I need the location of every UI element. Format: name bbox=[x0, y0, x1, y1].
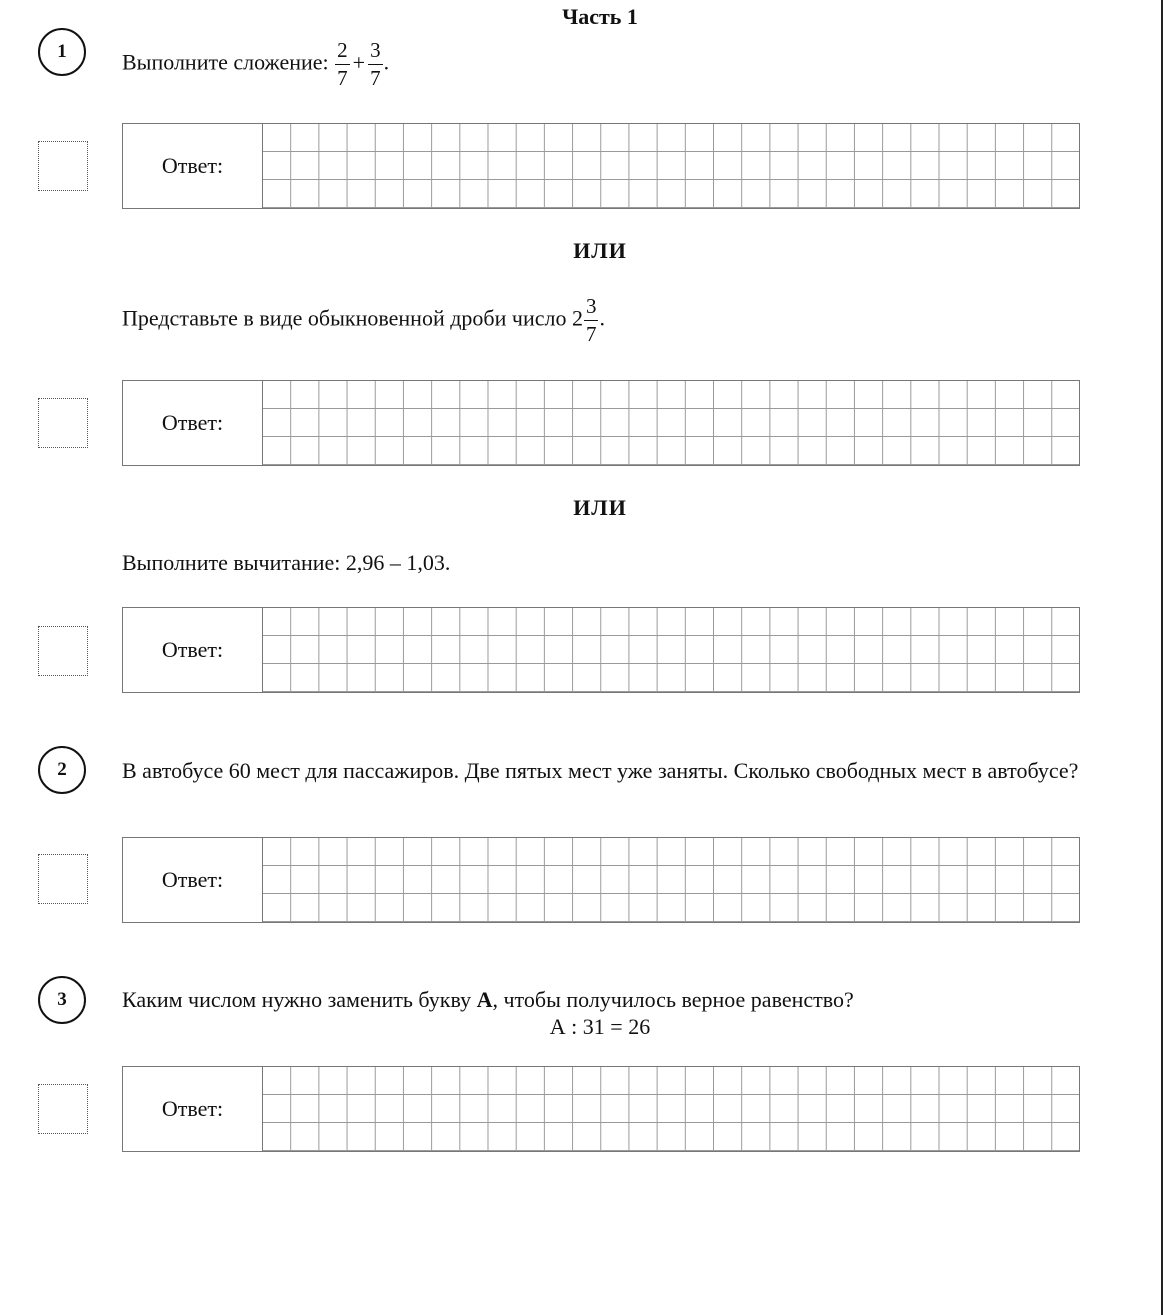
answer-grid[interactable] bbox=[263, 381, 1079, 465]
question-2-text: В автобусе 60 мест для пассажиров. Две пятых мест уже заняты. Сколько свободных мест в автобусе? bbox=[122, 758, 1079, 783]
or-separator-1: ИЛИ bbox=[573, 238, 627, 263]
answer-grid[interactable] bbox=[263, 1067, 1079, 1151]
score-box-1a bbox=[38, 141, 88, 191]
score-box-3 bbox=[38, 1084, 88, 1134]
answer-field-1c[interactable] bbox=[122, 607, 1080, 693]
answer-field-3[interactable] bbox=[122, 1066, 1080, 1152]
answer-field-1b[interactable] bbox=[122, 380, 1080, 466]
question-number-2: 2 bbox=[38, 746, 86, 794]
score-box-2 bbox=[38, 854, 88, 904]
letter-a: А bbox=[476, 987, 493, 1012]
answer-label: Ответ: bbox=[123, 381, 263, 465]
or-separator-2: ИЛИ bbox=[573, 495, 627, 520]
fraction-2-7: $\frac{2}{7}$ bbox=[337, 38, 348, 90]
plus-sign: + bbox=[352, 49, 366, 75]
answer-grid[interactable] bbox=[263, 608, 1079, 692]
answer-label: Ответ: bbox=[123, 608, 263, 692]
question-1c-instruction: Выполните вычитание: bbox=[122, 550, 341, 575]
answer-label: Ответ: bbox=[123, 838, 263, 922]
question-1c-text bbox=[122, 549, 450, 577]
score-box-1c bbox=[38, 626, 88, 676]
answer-grid[interactable] bbox=[263, 124, 1079, 208]
question-1b-instruction: Представьте в виде обыкновенной дроби число bbox=[122, 305, 567, 331]
fraction-3-7: $\frac{3}{7}$ bbox=[370, 38, 381, 90]
question-number-3: 3 bbox=[38, 976, 86, 1024]
part-title: Часть 1 bbox=[562, 4, 638, 29]
question-number-1: 1 bbox=[38, 28, 86, 76]
fraction-3-7-mixed: $\frac{3}{7}$ bbox=[585, 294, 597, 346]
question-1b-text: Представьте в виде обыкновенной дроби число 2 $\frac{3}{7}$ . bbox=[122, 294, 605, 346]
mixed-number-whole: 2 bbox=[571, 305, 583, 331]
subtraction-expression: 2,96 – 1,03. bbox=[345, 550, 451, 575]
answer-label: Ответ: bbox=[123, 124, 263, 208]
answer-field-1a[interactable] bbox=[122, 123, 1080, 209]
answer-grid[interactable] bbox=[263, 838, 1079, 922]
question-1a-text: Выполните сложение: $\frac{2}{7}$ + $\frac{3}{7}$ . bbox=[122, 38, 390, 90]
score-box-1b bbox=[38, 398, 88, 448]
equation: А : 31 = 26 bbox=[549, 1014, 651, 1039]
answer-label: Ответ: bbox=[123, 1067, 263, 1151]
page-right-border bbox=[1161, 0, 1163, 1315]
question-1a-instruction: Выполните сложение: bbox=[122, 49, 329, 75]
answer-field-2[interactable] bbox=[122, 837, 1080, 923]
question-3-text: Каким числом нужно заменить букву А, чтобы получилось верное равенство? bbox=[122, 987, 854, 1012]
